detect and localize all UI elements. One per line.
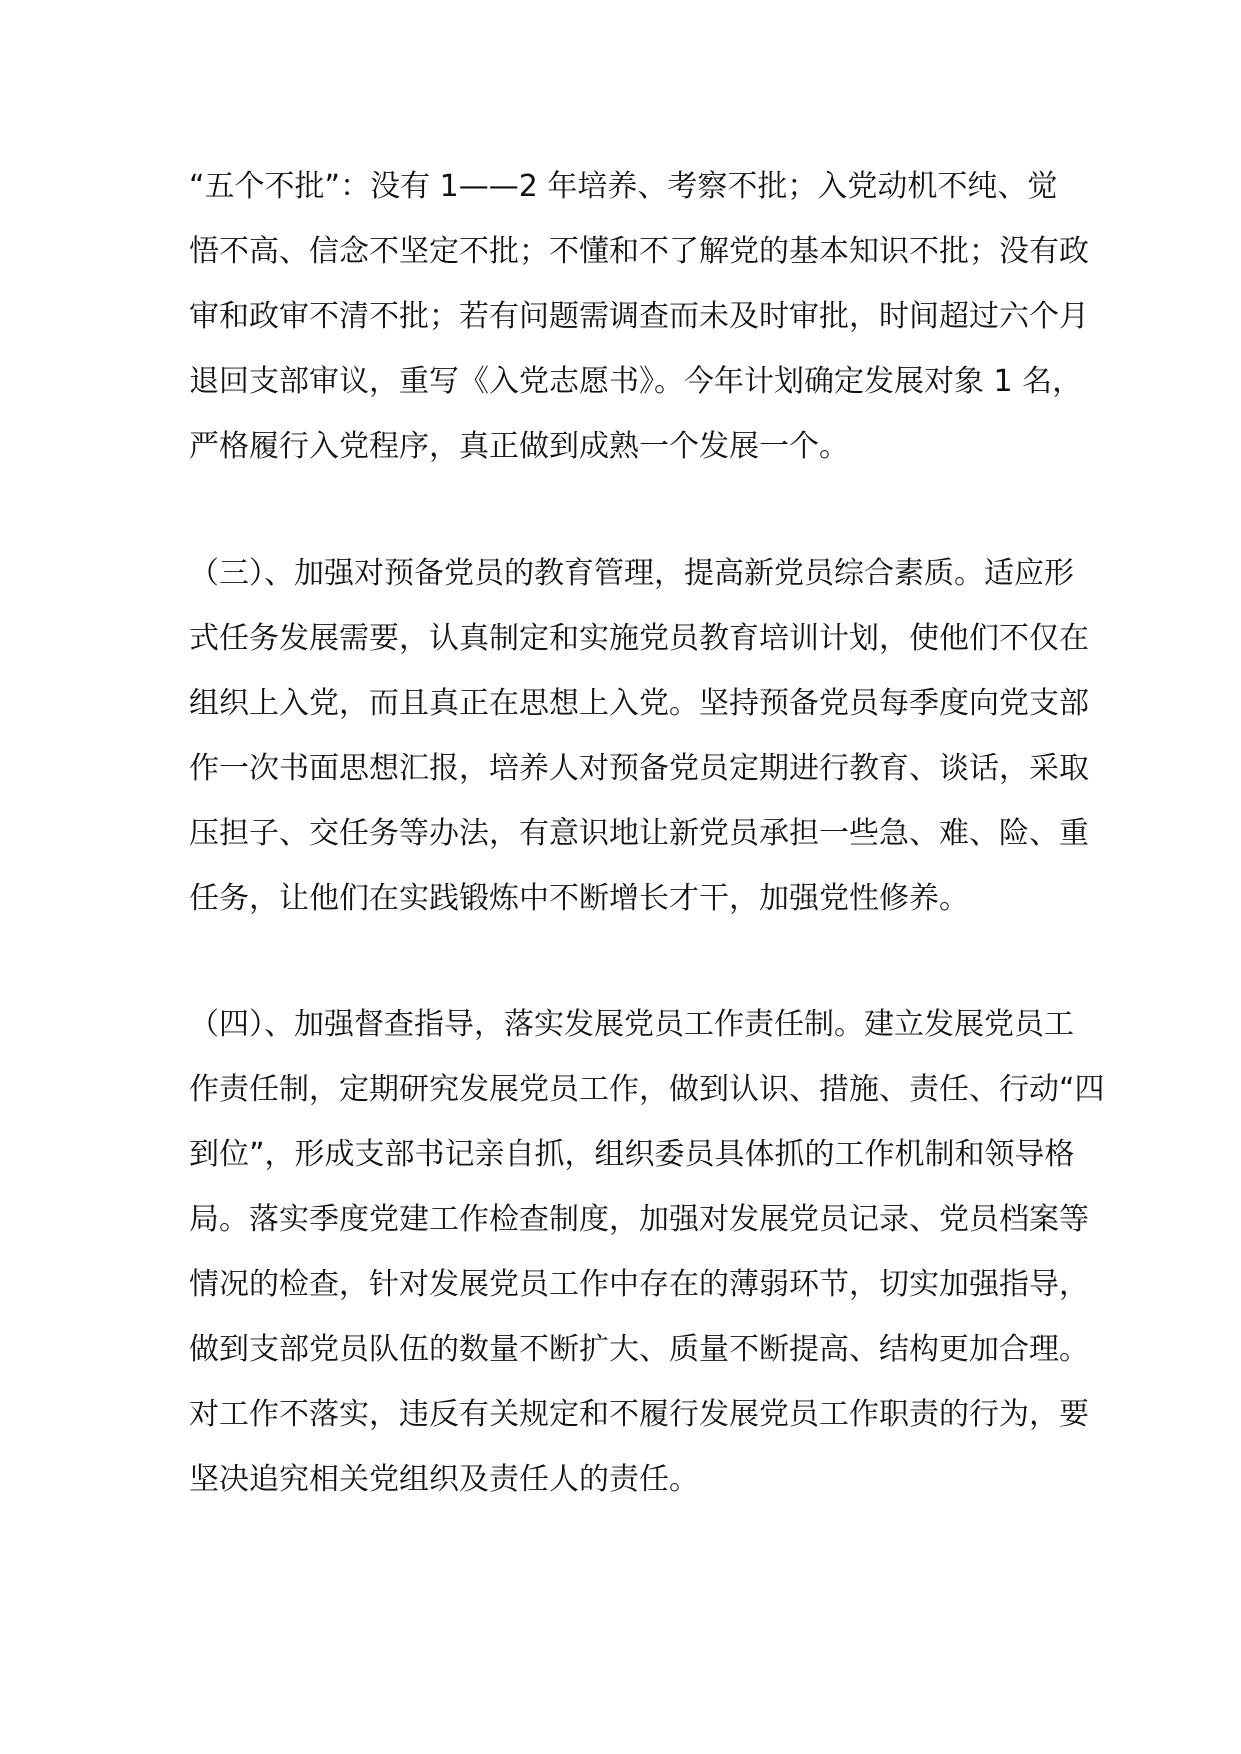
text-line: 对工作不落实，违反有关规定和不履行发展党员工作职责的行为，要 (189, 1397, 1089, 1432)
text-line: 组织上入党，而且真正在思想上入党。坚持预备党员每季度向党支部 (189, 686, 1089, 721)
text-line: 压担子、交任务等办法，有意识地让新党员承担一些急、难、险、重 (189, 816, 1089, 851)
text-line: 审和政审不清不批；若有问题需调查而未及时审批，时间超过六个月 (189, 299, 1089, 334)
text-line: 严格履行入党程序，真正做到成熟一个发展一个。 (189, 429, 849, 464)
text-line: 作责任制，定期研究发展党员工作，做到认识、措施、责任、行动“四 (189, 1072, 1105, 1107)
text-line: 式任务发展需要，认真制定和实施党员教育培训计划，使他们不仅在 (189, 621, 1089, 656)
text-line: 到位”，形成支部书记亲自抓，组织委员具体抓的工作机制和领导格 (189, 1137, 1075, 1172)
text-line: 做到支部党员队伍的数量不断扩大、质量不断提高、结构更加合理。 (189, 1332, 1089, 1367)
text-line: 局。落实季度党建工作检查制度，加强对发展党员记录、党员档案等 (189, 1202, 1089, 1237)
text-line: （三）、加强对预备党员的教育管理，提高新党员综合素质。适应形 (189, 556, 1074, 591)
text-line: 退回支部审议，重写《入党志愿书》。今年计划确定发展对象 1 名， (189, 364, 1083, 399)
paragraph-five-nots (189, 154, 1089, 479)
text-line: “五个不批”：没有 1——2 年培养、考察不批；入党动机不纯、觉 (189, 169, 1058, 204)
paragraph-section-four (189, 992, 1105, 1512)
text-line: 情况的检查，针对发展党员工作中存在的薄弱环节，切实加强指导， (189, 1267, 1089, 1302)
text-line: 任务，让他们在实践锻炼中不断增长才干，加强党性修养。 (189, 881, 969, 916)
text-line: 作一次书面思想汇报，培养人对预备党员定期进行教育、谈话，采取 (189, 751, 1089, 786)
text-line: 悟不高、信念不坚定不批；不懂和不了解党的基本知识不批；没有政 (189, 234, 1089, 269)
paragraph-section-three (189, 541, 1089, 931)
text-line: 坚决追究相关党组织及责任人的责任。 (189, 1462, 699, 1497)
text-line: （四）、加强督查指导，落实发展党员工作责任制。建立发展党员工 (189, 1007, 1074, 1042)
